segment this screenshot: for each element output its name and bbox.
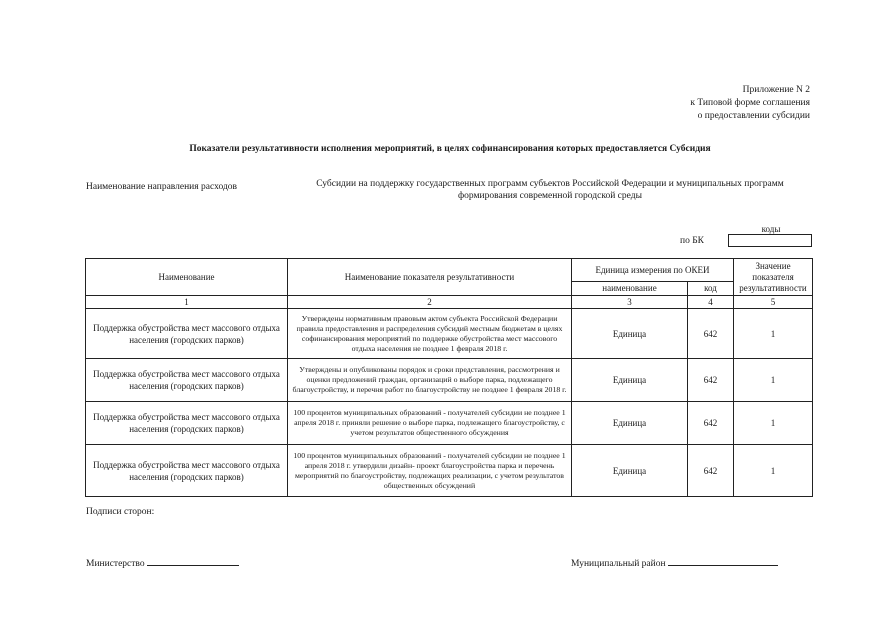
header-unit: Единица измерения по ОКЕИ [572,259,734,282]
municipal-signature [571,556,778,569]
row-name: Поддержка обустройства мест массового отдыха населения (городских парков) [86,309,288,359]
table-row [86,445,813,497]
header-indicator: Наименование показателя результативности [288,259,572,296]
row-indicator: Утверждены нормативным правовым актом субъекта Российской Федерации правила предоставления и распределения субсидий местным бюджетам в целях софинансирования мероприятий по поддержке обустройства мест массового отдыха населения не позднее 1 февраля 2018 г. [288,309,572,359]
municipal-signature-line[interactable] [668,556,778,566]
row-unit-code: 642 [688,445,734,497]
ministry-label: Министерство [86,559,145,569]
header-name: Наименование [86,259,288,296]
row-name: Поддержка обустройства мест массового отдыха населения (городских парков) [86,359,288,402]
header-unit-code: код [688,282,734,296]
row-unit-code: 642 [688,309,734,359]
bk-code-field [728,234,812,247]
row-unit-name: Единица [572,445,688,497]
row-value: 1 [734,402,813,445]
row-unit-name: Единица [572,402,688,445]
column-number: 1 [86,296,288,309]
column-number: 3 [572,296,688,309]
indicators-table [85,258,813,497]
row-value: 1 [734,309,813,359]
column-number: 2 [288,296,572,309]
appendix-subsidy-ref: о предоставлении субсидии [697,111,810,121]
appendix-header [510,84,810,123]
expense-direction-value: Субсидии на поддержку государственных программ субъектов Российской Федерации и муниципальных программ формирования современной городской среды [316,179,784,201]
ministry-signature-line[interactable] [147,556,239,566]
row-unit-name: Единица [572,359,688,402]
row-indicator: Утверждены и опубликованы порядок и сроки представления, рассмотрения и оценки предложений граждан, организаций о выборе парка, подлежащего благоустройству, и перечня работ по благоустройству не позднее 1 февраля 2018 г. [288,359,572,402]
municipal-label: Муниципальный район [571,559,666,569]
appendix-number: Приложение N 2 [742,85,810,95]
ministry-signature [86,556,239,569]
row-name: Поддержка обустройства мест массового отдыха населения (городских парков) [86,445,288,497]
row-indicator: 100 процентов муниципальных образований - получателей субсидии не позднее 1 апреля 2018 г. утвердили дизайн- проект благоустройства парка и перечень мероприятий по благоустройству, подлежащих реализации, с учетом результатов общественных обсуждений [288,445,572,497]
row-value: 1 [734,445,813,497]
signatures-heading: Подписи сторон: [86,507,155,517]
row-unit-code: 642 [688,359,734,402]
table-row [86,359,813,402]
codes-label: коды [761,224,781,234]
column-number: 5 [734,296,813,309]
header-value: Значение показателя результативности [734,259,813,296]
row-unit-code: 642 [688,402,734,445]
expense-direction-label: Наименование направления расходов [86,182,238,192]
header-unit-name: наименование [572,282,688,296]
row-unit-name: Единица [572,309,688,359]
column-number-row [86,296,813,309]
row-name: Поддержка обустройства мест массового отдыха населения (городских парков) [86,402,288,445]
document-title: Показатели результативности исполнения мероприятий, в целях софинансирования которых предоставляется Субсидия [189,144,711,154]
appendix-form-ref: к Типовой форме соглашения [690,98,810,108]
column-number: 4 [688,296,734,309]
row-indicator: 100 процентов муниципальных образований - получателей субсидии не позднее 1 апреля 2018 г. приняли решение о выборе парка, подлежащего благоустройству, с учетом результатов общественного обсуждения [288,402,572,445]
row-value: 1 [734,359,813,402]
bk-label: по БК [680,236,705,246]
table-row [86,309,813,359]
table-row [86,402,813,445]
